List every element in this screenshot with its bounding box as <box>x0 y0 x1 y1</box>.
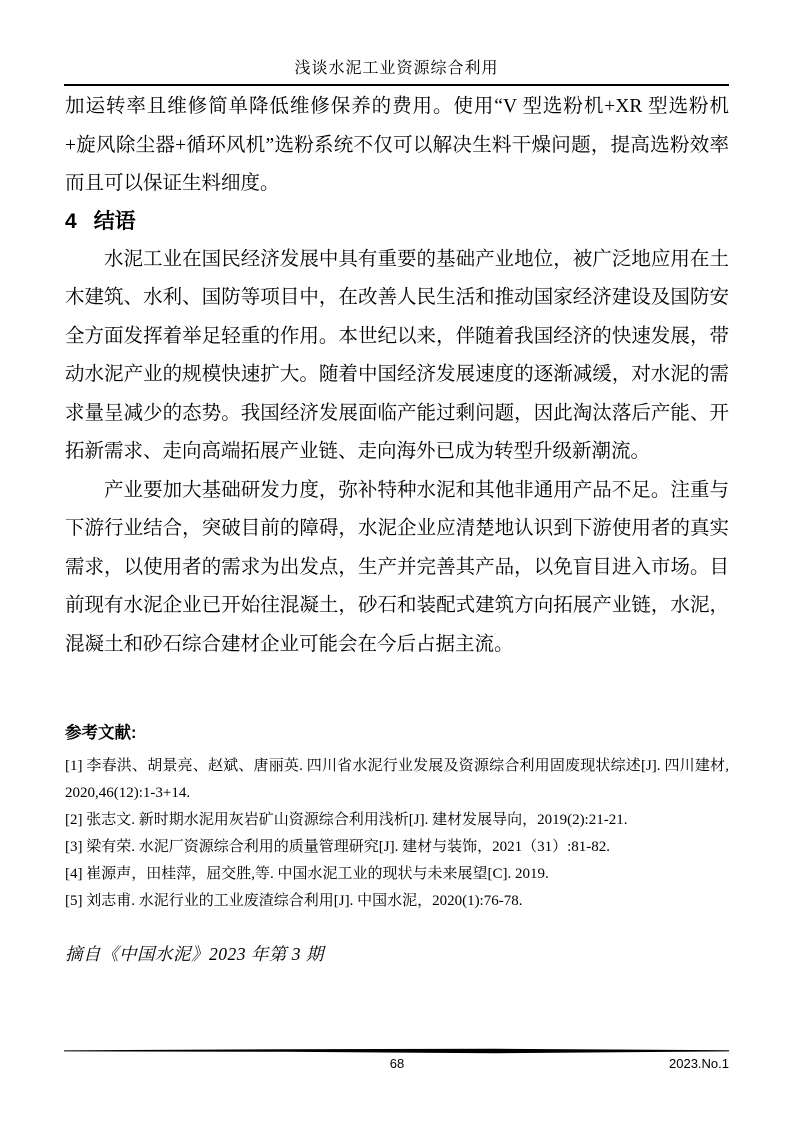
page-footer <box>65 1056 729 1074</box>
section-title: 结语 <box>93 209 136 233</box>
references-section <box>65 722 729 915</box>
reference-item: [1] 李春洪、胡景亮、赵斌、唐丽英. 四川省水泥行业发展及资源综合利用固废现状综述[J]. 四川建材, 2020,46(12):1-3+14. <box>65 758 729 801</box>
body-paragraph: 水泥工业在国民经济发展中具有重要的基础产业地位，被广泛地应用在土木建筑、水利、国防等项目中，在改善人民生活和推动国家经济建设及国防安全方面发挥着举足轻重的作用。本世纪以来，伴随着我国经济的快速发展，带动水泥产业的规模快速扩大。随着中国经济发展速度的逐渐减缓，对水泥的需求量呈减少的态势。我国经济发展面临产能过剩问题，因此淘汰落后产能、开拓新需求、走向高端拓展产业链、走向海外已成为转型升级新潮流。 <box>65 248 729 462</box>
references-title: 参考文献: <box>65 724 137 742</box>
footer-rule <box>64 1048 729 1054</box>
article-body <box>65 88 729 664</box>
running-header-title: 浅谈水泥工业资源综合利用 <box>294 60 499 77</box>
reference-item: [3] 梁有荣. 水泥厂资源综合利用的质量管理研究[J]. 建材与装饰，2021（31）:81-82. <box>65 839 610 855</box>
continued-paragraph: 加运转率且维修简单降低维修保养的费用。使用“V 型选粉机+XR 型选粉机+旋风除尘器+循环风机”选粉系统不仅可以解决生料干燥问题，提高选粉效率而且可以保证生料细度。 <box>65 96 729 194</box>
page-number: 68 <box>389 1056 405 1071</box>
reference-item: [4] 崔源声，田桂萍，屈交胜,等. 中国水泥工业的现状与未来展望[C]. 2019. <box>65 866 549 882</box>
issue-label: 2023.No.1 <box>669 1056 729 1071</box>
source-note: 摘自《中国水泥》2023 年第 3 期 <box>65 944 324 964</box>
reference-item: [5] 刘志甫. 水泥行业的工业废渣综合利用[J]. 中国水泥，2020(1):76-78. <box>65 893 523 909</box>
reference-item: [2] 张志文. 新时期水泥用灰岩矿山资源综合利用浅析[J]. 建材发展导向，2019(2):21-21. <box>65 812 628 828</box>
section-number: 4 <box>65 209 77 233</box>
header-rule <box>64 84 729 86</box>
section-heading <box>65 208 729 235</box>
body-paragraph: 产业要加大基础研发力度，弥补特种水泥和其他非通用产品不足。注重与下游行业结合，突破目前的障碍，水泥企业应清楚地认识到下游使用者的真实需求，以使用者的需求为出发点，生产并完善其产品，以免盲目进入市场。目前现有水泥企业已开始往混凝土，砂石和装配式建筑方向拓展产业链，水泥，混凝土和砂石综合建材企业可能会在今后占据主流。 <box>65 479 729 655</box>
